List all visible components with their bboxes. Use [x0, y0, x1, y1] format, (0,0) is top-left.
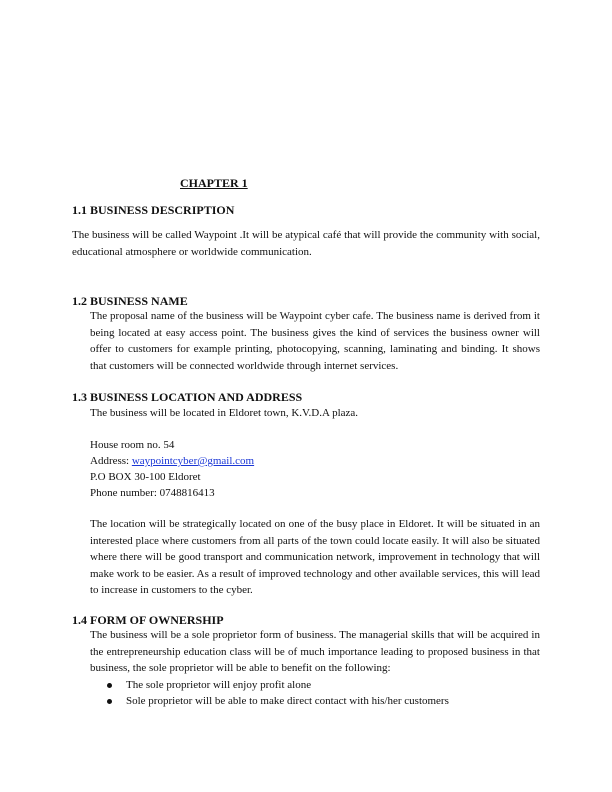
ownership-benefits-list	[90, 677, 540, 709]
list-item-text: The sole proprietor will enjoy profit alone	[126, 679, 312, 691]
heading-business-name: 1.2 BUSINESS NAME	[72, 294, 188, 308]
bullet-icon	[107, 683, 112, 688]
paragraph-location: The location will be strategically located on one of the busy place in Eldoret. It will be situated in an interested place where customers from all parts of the town could locate easily. It will also be situated where there will be good transport and communication network, improvement in technology that will make work to be easier. As a result of improved technology and other available services, this will lead to increase in customers to the cyber.	[90, 518, 540, 597]
heading-business-description: 1.1 BUSINESS DESCRIPTION	[72, 203, 235, 217]
address-line	[90, 453, 254, 469]
heading-form-of-ownership: 1.4 FORM OF OWNERSHIP	[72, 613, 224, 627]
chapter-title: CHAPTER 1	[180, 176, 248, 190]
bullet-icon	[107, 699, 112, 704]
email-link[interactable]: waypointcyber@gmail.com	[131, 455, 255, 467]
location-intro: The business will be located in Eldoret town, K.V.D.A plaza.	[90, 407, 359, 419]
po-box: P.O BOX 30-100 Eldoret	[90, 471, 201, 483]
heading-business-location: 1.3 BUSINESS LOCATION AND ADDRESS	[72, 390, 303, 404]
phone-number: Phone number: 0748816413	[90, 487, 215, 499]
house-room: House room no. 54	[90, 439, 175, 451]
paragraph-business-description: The business will be called Waypoint .It will be atypical café that will provide the community with social, educational atmosphere or worldwide communication.	[72, 229, 540, 258]
list-item	[90, 693, 540, 709]
list-item	[90, 677, 540, 693]
address-label: Address:	[90, 455, 132, 467]
paragraph-ownership: The business will be a sole proprietor form of business. The managerial skills that will be acquired in the entrepreneurship education class will be of much importance leading to proposed business in that business, the sole proprietor will be able to benefit on the following:	[90, 629, 540, 675]
list-item-text: Sole proprietor will be able to make direct contact with his/her customers	[126, 695, 449, 707]
paragraph-business-name: The proposal name of the business will be Waypoint cyber cafe. The business name is derived from it being located at easy access point. The business gives the kind of services the business owner will offer to customers for example printing, photocopying, scanning, laminating and binding. It shows that customers will be connected worldwide through internet services.	[90, 310, 540, 372]
